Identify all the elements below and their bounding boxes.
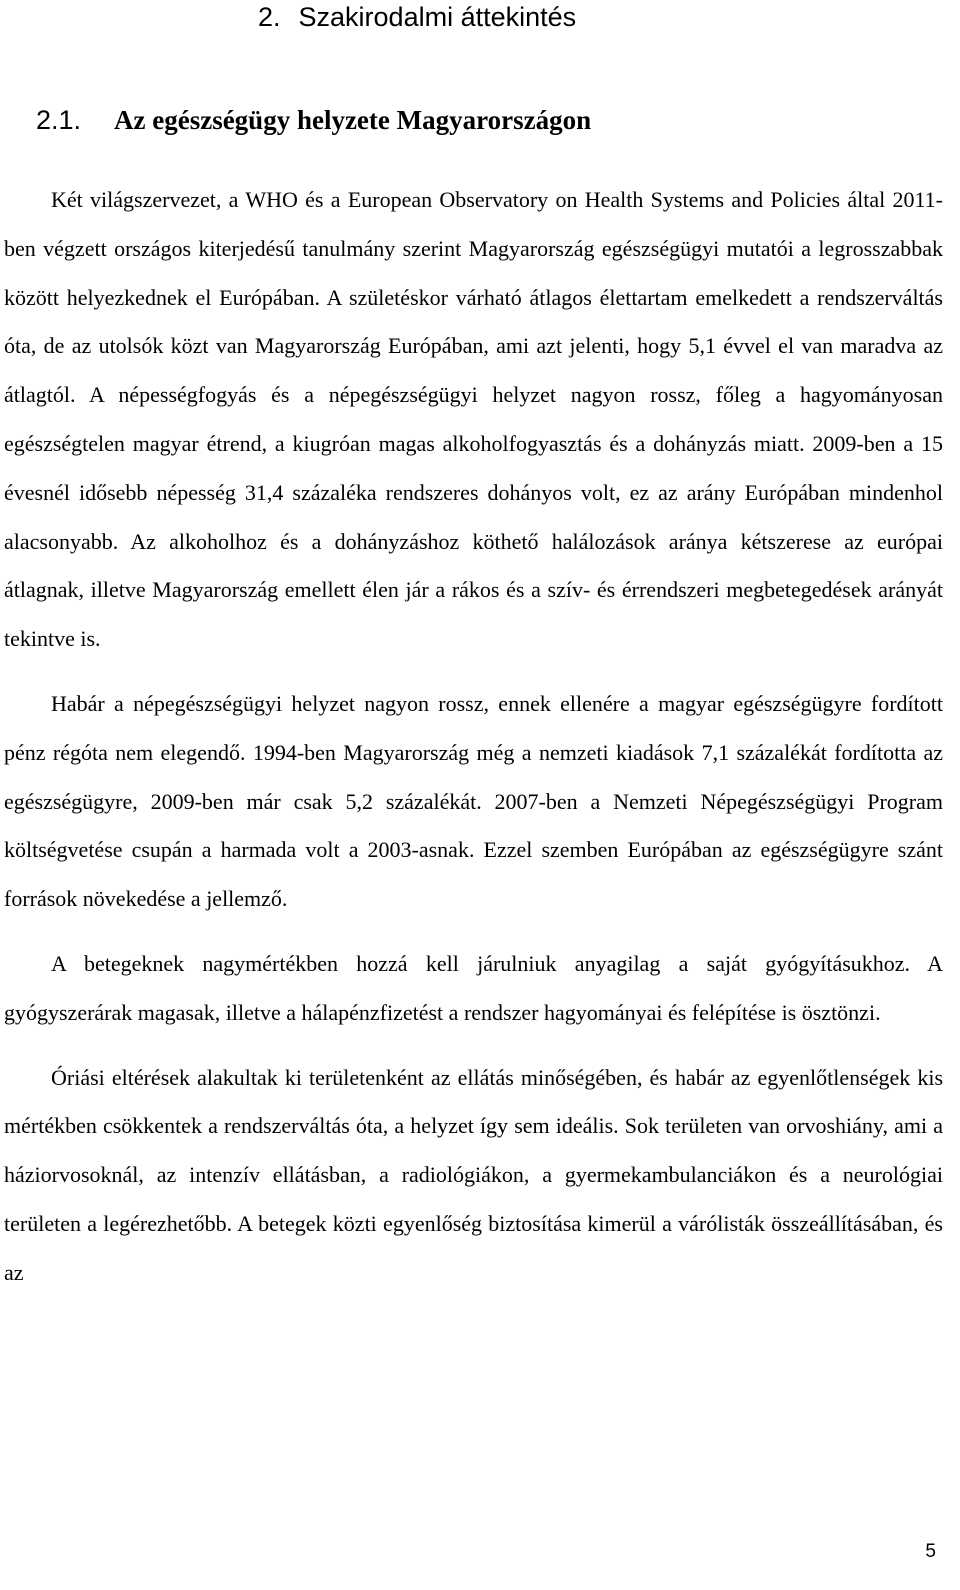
section-heading (36, 103, 591, 137)
paragraph-3: A betegeknek nagymértékben hozzá kell járulniuk anyagilag a saját gyógyításukhoz. A gyógyszerárak magasak, illetve a hálapénzfizetést a rendszer hagyományai és felépítése is ösztönzi. (4, 950, 943, 1025)
paragraph-2: Habár a népegészségügyi helyzet nagyon rossz, ennek ellenére a magyar egészségügyre fordított pénz régóta nem elegendő. 1994-ben Magyarország még a nemzeti kiadások 7,1 százalékát fordította az egészségügyre, 2009-ben már csak 5,2 százalékát. 2007-ben a Nemzeti Népegészségügyi Program költségvetése csupán a harmada volt a 2003-asnak. Ezzel szemben Európában az egészségügyre szánt források növekedése a jellemző. (4, 690, 943, 912)
paragraph-4: Óriási eltérések alakultak ki területenként az ellátás minőségében, és habár az egyenlőtlenségek kis mértékben csökkentek a rendszerváltás óta, a helyzet így sem ideális. Sok területen van orvoshiány, ami a háziorvosoknál, az intenzív ellátásban, a radiológiákon, a gyermekambulanciákon és a neurológiai területen a legérezhetőbb. A betegek közti egyenlőség biztosítása kimerül a várólisták összeállításában, és az (4, 1064, 943, 1285)
chapter-number: 2. (258, 2, 281, 32)
chapter-title: Szakirodalmi áttekintés (298, 2, 577, 32)
section-title: Az egészségügy helyzete Magyarországon (114, 105, 592, 135)
body-text (4, 176, 943, 1298)
section-number: 2.1. (36, 105, 82, 135)
page-number: 5 (925, 1541, 936, 1562)
chapter-heading (258, 0, 576, 34)
paragraph-1: Két világszervezet, a WHO és a European Observatory on Health Systems and Policies által 2011-ben végzett országos kiterjedésű tanulmány szerint Magyarország egészségügyi mutatói a legrosszabbak között helyezkednek el Európában. A születéskor várható átlagos élettartam emelkedett a rendszerváltás óta, de az utolsók közt van Magyarország Európában, ami azt jelenti, hogy 5,1 évvel el van maradva az átlagtól. A népességfogyás és a népegészségügyi helyzet nagyon rossz, főleg a hagyományosan egészségtelen magyar étrend, a kiugróan magas alkoholfogyasztás és a dohányzás miatt. 2009-ben a 15 évesnél idősebb népesség 31,4 százaléka rendszeres dohányos volt, ez az arány Európában mindenhol alacsonyabb. Az alkoholhoz és a dohányzáshoz köthető halálozások aránya kétszerese az európai átlagnak, illetve Magyarország emellett élen jár a rákos és a szív- és érrendszeri megbetegedések arányát tekintve is. (4, 187, 943, 652)
